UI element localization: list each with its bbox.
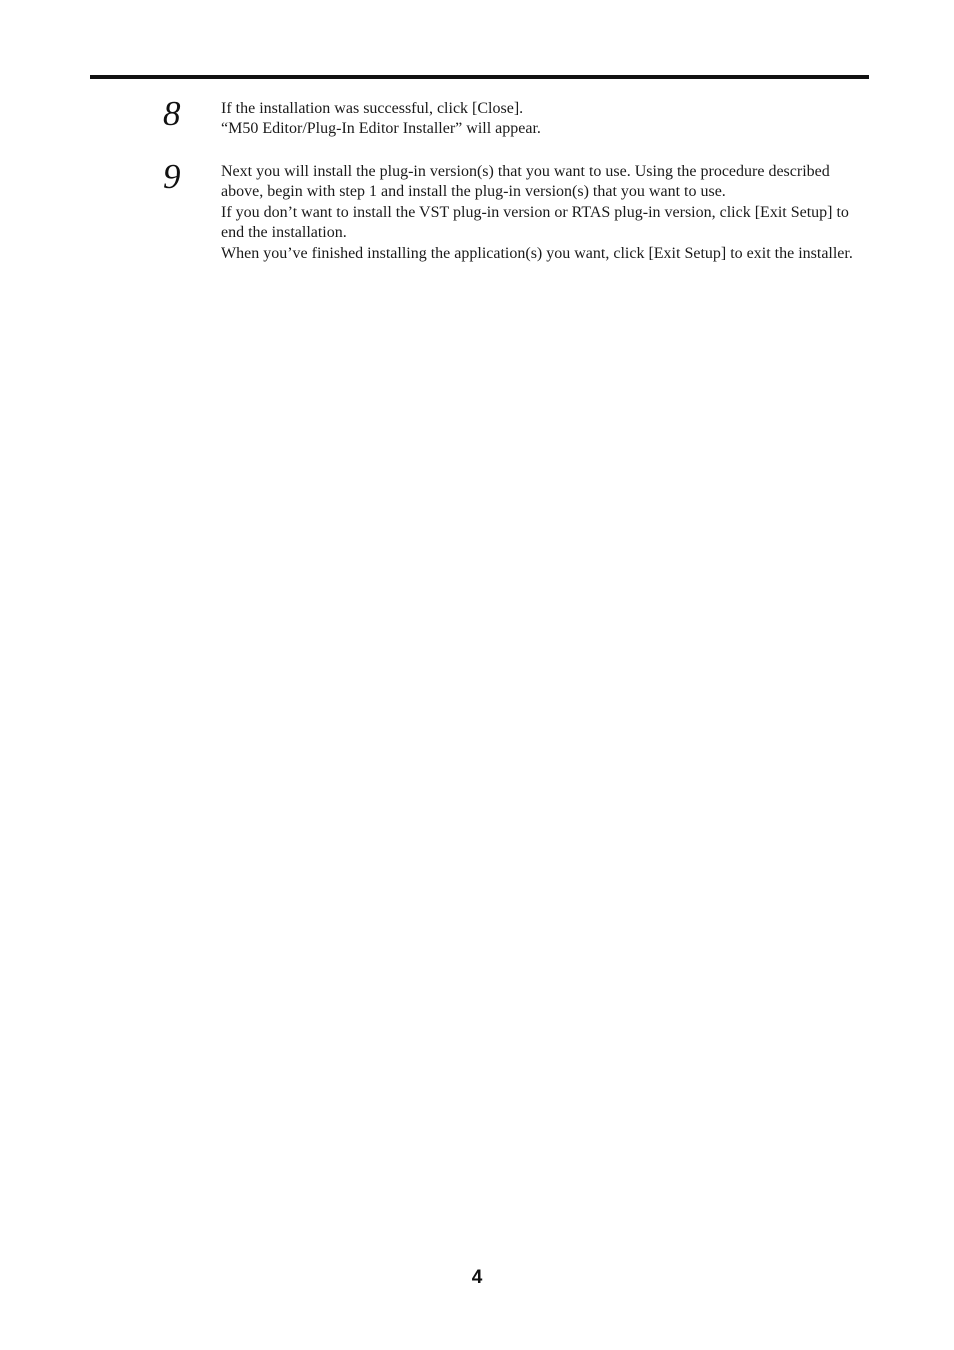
step-line: “M50 Editor/Plug-In Editor Installer” will appear. bbox=[221, 120, 541, 138]
step-text bbox=[221, 162, 861, 264]
step-line: If you don’t want to install the VST plug-in version or RTAS plug-in version, click [Exit Setup] to end the installation. bbox=[221, 203, 849, 242]
step-text bbox=[221, 99, 861, 140]
step-line: If the installation was successful, click [Close]. bbox=[221, 100, 524, 117]
page-number: 4 bbox=[471, 1267, 483, 1288]
step-number: 8 bbox=[163, 94, 181, 133]
step-line: When you’ve finished installing the application(s) you want, click [Exit Setup] to exit the installer. bbox=[221, 244, 853, 262]
step-line: Next you will install the plug-in version(s) that you want to use. Using the procedure described above, begin with step 1 and install the plug-in version(s) that you want to use. bbox=[221, 163, 830, 201]
header-rule bbox=[90, 75, 869, 79]
step-number: 9 bbox=[163, 157, 181, 196]
